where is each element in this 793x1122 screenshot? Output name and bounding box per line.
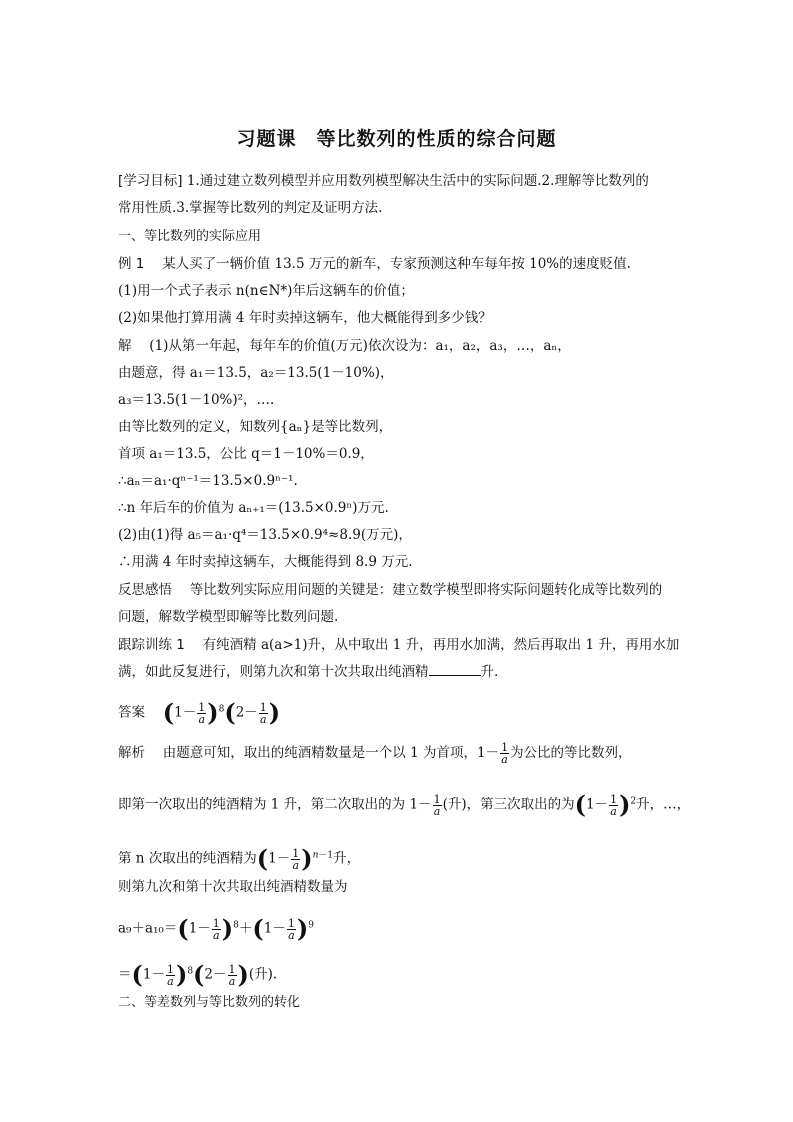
fraction: [166, 964, 175, 987]
solution-text-1: (1)从第一年起，每年车的价值(万元)依次设为：a₁，a₂，a₃，…，aₙ，: [149, 338, 571, 354]
reflection-label: 反思感悟: [118, 582, 172, 598]
learning-goal-label: [学习目标]: [118, 173, 183, 189]
fraction: [291, 848, 300, 871]
right-bracket: ): [237, 960, 249, 989]
left-bracket: (: [256, 844, 269, 873]
fraction-denominator: a: [260, 712, 267, 726]
fraction-numerator: 1: [610, 792, 618, 806]
practice-1-line-1: [118, 636, 683, 654]
analysis-line-3: 第 n 次取出的纯酒精为(1－ $\frac{1}{a}$ )$^{n-1}$升，: [118, 844, 361, 873]
section-heading-2: 二、等差数列与等比数列的转化: [118, 995, 301, 1010]
solution-line-9: ∴用满 4 年时卖掉这辆车，大概能得到 8.9 万元.: [118, 554, 413, 570]
practice-1-text-2: 满，如此反复进行，则第九次和第十次共取出纯酒精: [118, 664, 429, 680]
analysis-text-3b: 升，: [333, 850, 361, 867]
right-bracket: ): [296, 914, 309, 943]
analysis-line-1: [118, 742, 683, 765]
fraction: [609, 794, 618, 817]
analysis-text-1a: 由题意可知，取出的纯酒精数量是一个以 1 为首项，1－: [162, 745, 500, 761]
solution-line-6: ∴aₙ＝a₁·qⁿ⁻¹＝13.5×0.9ⁿ⁻¹.: [118, 473, 298, 489]
answer-blank: [429, 663, 481, 676]
right-bracket: ): [175, 960, 188, 989]
analysis-line-4: 则第九次和第十次共取出纯酒精数量为: [118, 879, 348, 895]
fraction-numerator: 1: [166, 962, 174, 976]
fraction-numerator: 1: [292, 846, 300, 860]
example-1-question-1: (1)用一个式子表示 n(n∈N*)年后这辆车的价值；: [118, 283, 414, 299]
fraction: [212, 918, 221, 941]
fraction: [287, 918, 296, 941]
fraction-denominator: a: [228, 974, 236, 988]
fraction-numerator: 1: [228, 962, 236, 976]
learning-goal-line-1: [118, 172, 683, 190]
fraction-numerator: 1: [433, 792, 441, 806]
right-bracket: ): [221, 914, 234, 943]
practice-1-label: 跟踪训练 1: [118, 637, 185, 653]
fraction: [433, 794, 442, 817]
fraction-numerator: 1: [212, 916, 220, 930]
left-bracket: (: [162, 698, 175, 727]
practice-1-unit: 升.: [480, 664, 499, 680]
analysis-text-2c: 升，…，: [636, 796, 691, 813]
right-bracket: ): [207, 698, 219, 727]
left-bracket: (: [131, 960, 143, 989]
example-1-question-2: (2)如果他打算用满 4 年时卖掉这辆车，他大概能得到多少钱？: [118, 310, 492, 326]
analysis-line-5: a₉＋a₁₀＝(1－ $\frac{1}{a}$ )$^8$＋(1－ $\frac{1}{a}$ )$^9$: [118, 914, 314, 943]
practice-1-text-1: 有纯酒精 a(a>1)升，从中取出 1 升，再用水加满，然后再取出 1 升，再用水加: [202, 637, 680, 653]
fraction-denominator: a: [213, 928, 220, 942]
fraction-numerator: 1: [198, 700, 206, 714]
example-1-label: 例 1: [118, 256, 145, 272]
solution-line-7: ∴n 年后车的价值为 aₙ₊₁＝(13.5×0.9ⁿ)万元.: [118, 500, 389, 516]
fraction-denominator: a: [198, 712, 206, 726]
analysis-text-1b: 为公比的等比数列，: [510, 745, 632, 761]
analysis-text-2a: 即第一次取出的纯酒精为 1 升，第二次取出的为 1－: [118, 796, 432, 813]
analysis-line-2: 即第一次取出的纯酒精为 1 升，第二次取出的为 1－ $\frac{1}{a}$ (升)，第三次取出的为(1－ $\frac{1}{a}$ )$^2$升，…，: [118, 790, 691, 819]
reflection-line-2: 问题，解数学模型即解等比数列问题.: [118, 609, 339, 625]
analysis-label: 解析: [118, 745, 145, 761]
example-1-statement: [118, 255, 683, 273]
right-bracket: ): [301, 844, 313, 873]
page-title: 习题课 等比数列的性质的综合问题: [236, 128, 557, 150]
fraction-numerator: 1: [287, 916, 295, 930]
example-1-text: 某人买了一辆价值 13.5 万元的新车，专家预测这种车每年按 10%的速度贬值.: [162, 256, 631, 272]
solution-line-4: 由等比数列的定义，知数列{aₙ}是等比数列，: [118, 419, 393, 435]
reflection-text-1: 等比数列实际应用问题的关键是：建立数学模型即将实际问题转化成等比数列的: [189, 582, 663, 598]
fraction: [197, 702, 206, 725]
analysis-line-6: ＝(1－ $\frac{1}{a}$ )$^8$(2－ $\frac{1}{a}$ )(升).: [118, 960, 278, 989]
reflection-line-1: [118, 581, 683, 599]
analysis-text-3a: 第 n 次取出的纯酒精为: [118, 850, 257, 867]
right-bracket: ): [268, 698, 281, 727]
analysis-text-6b: (升).: [248, 966, 278, 983]
analysis-text-5a: a₉＋a₁₀＝: [118, 920, 178, 937]
fraction-denominator: a: [501, 753, 508, 766]
fraction-numerator: 1: [259, 700, 267, 714]
right-bracket: ): [619, 790, 631, 819]
solution-line-8: (2)由(1)得 a₅＝a₁·q⁴＝13.5×0.9⁴≈8.9(万元)，: [118, 527, 412, 543]
solution-line-3: a₃＝13.5(1－10%)²，….: [118, 392, 275, 408]
solution-line-5: 首项 a₁＝13.5，公比 q＝1－10%＝0.9，: [118, 446, 374, 462]
left-bracket: (: [177, 914, 189, 943]
solution-label: 解: [118, 338, 132, 354]
learning-goal-text-2: 常用性质.3.掌握等比数列的判定及证明方法.: [118, 200, 383, 216]
fraction: [228, 964, 237, 987]
fraction-denominator: a: [610, 804, 617, 818]
fraction-denominator: a: [288, 928, 295, 942]
section-heading-1: 一、等比数列的实际应用: [118, 229, 262, 244]
left-bracket: (: [252, 914, 264, 943]
fraction-numerator: 1: [501, 741, 509, 754]
fraction-denominator: a: [167, 974, 174, 988]
answer-label: 答案: [118, 704, 145, 721]
learning-goal-text-1: 1.通过建立数列模型并应用数列模型解决生活中的实际问题.2.理解等比数列的: [186, 173, 649, 189]
left-bracket: (: [574, 790, 586, 819]
solution-line-1: [118, 337, 683, 355]
solution-line-2: 由题意，得 a₁＝13.5，a₂＝13.5(1－10%)，: [118, 365, 394, 381]
practice-1-line-2: [118, 663, 683, 681]
fraction-denominator: a: [292, 858, 300, 872]
fraction: [259, 702, 268, 725]
left-bracket: (: [193, 960, 205, 989]
left-bracket: (: [224, 698, 236, 727]
analysis-text-2b: (升)，第三次取出的为: [442, 796, 575, 813]
answer-line: 答案 (1－ $\frac{1}{a}$ )$^8$(2－ $\frac{1}{a}$ ): [118, 698, 281, 727]
fraction: [500, 742, 509, 765]
fraction-denominator: a: [433, 804, 441, 818]
